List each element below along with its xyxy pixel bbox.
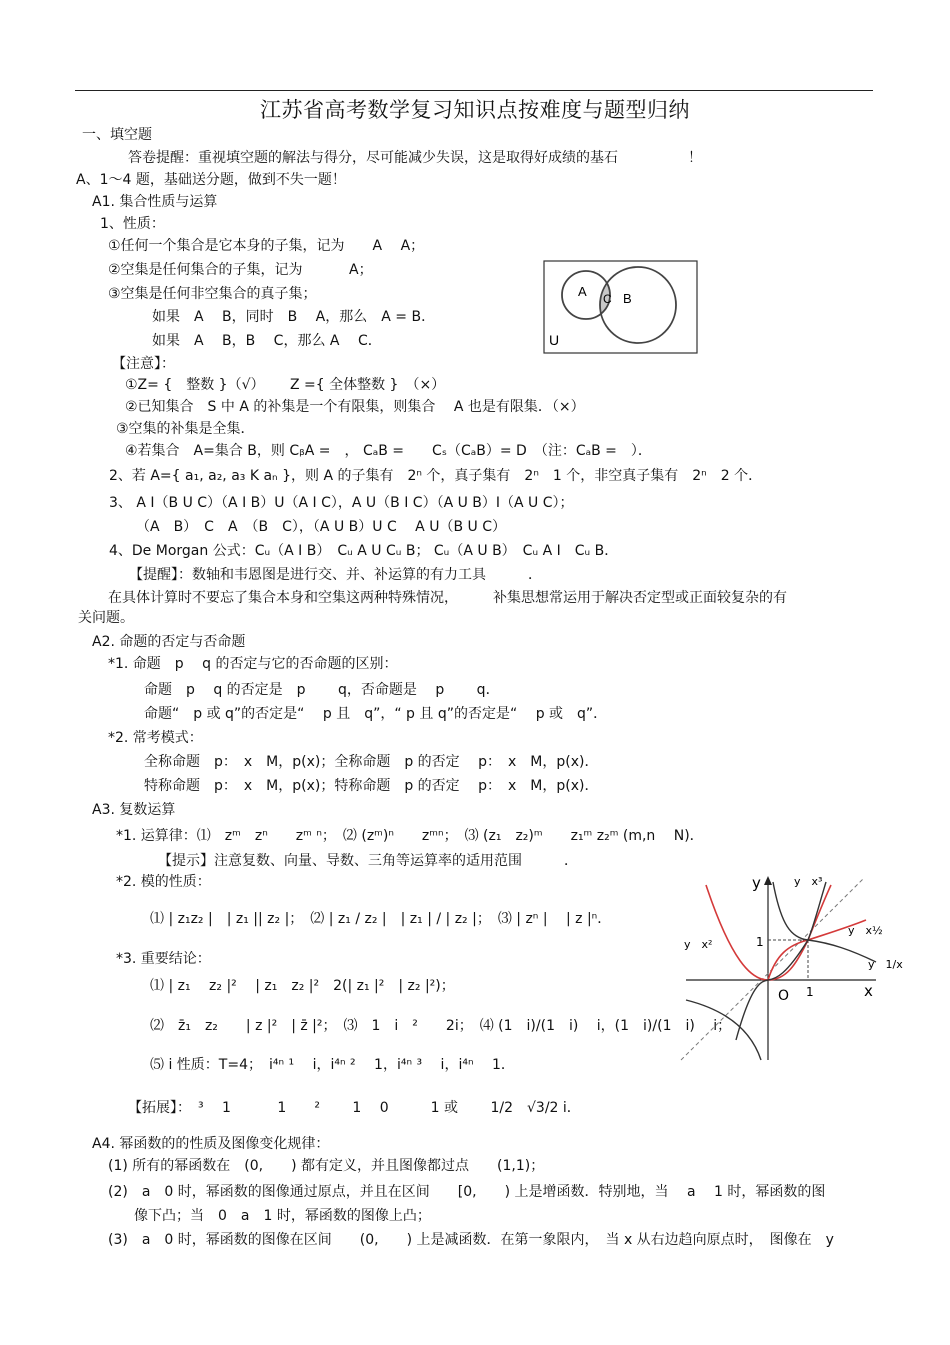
y-arrow-icon: [764, 876, 772, 885]
a1-item-4: 4、De Morgan 公式：Cᵤ（A I B） Cᵤ A U Cᵤ B； Cᵤ（A U B） Cᵤ A I Cᵤ B．: [109, 543, 619, 559]
a1-item-3b: （A B） C A （B C），（A U B）U C A U（B U C）: [136, 519, 506, 535]
power-function-graph: [676, 870, 906, 1065]
section-heading: 一、填空题: [82, 127, 152, 143]
tick-label-y: 1: [756, 935, 764, 949]
a3-extension: 【拓展】： ³ 1 1 ² 1 0 1 或 1/2 √3/2 i．: [128, 1100, 581, 1116]
a2-line: *1. 命题 p q 的否定与它的否命题的区别：: [108, 656, 398, 672]
origin-label: O: [778, 988, 790, 1004]
a3-line: *1. 运算律：⑴ zᵐ zⁿ zᵐ ⁿ； ⑵ (zᵐ)ⁿ zᵐⁿ； ⑶ (z₁ z₂)ᵐ z₁ᵐ z₂ᵐ (m,n N)．: [116, 828, 704, 844]
a3-line: ⑴ | z₁ z₂ |² | z₁ z₂ |² 2(| z₁ |² | z₂ |²)；: [150, 978, 455, 994]
a1-item-2: 2、若 A={ a₁, a₂, a₃ K aₙ }，则 A 的子集有 2ⁿ 个，真子集有 2ⁿ 1 个，非空真子集有 2ⁿ 2 个．: [109, 468, 763, 484]
note-heading: 【注意】：: [112, 356, 175, 372]
page-title: 江苏省高考数学复习知识点按难度与题型归纳: [260, 98, 690, 122]
a1-line: 如果 A B，同时 B A，那么 A = B．: [152, 309, 436, 325]
top-rule: [75, 90, 873, 91]
a4-line: (1) 所有的幂函数在 (0, ) 都有定义，并且图像都过点 (1,1)；: [108, 1158, 545, 1174]
a3-line: 【提示】注意复数、向量、导数、三角等运算率的适用范围 ．: [158, 853, 578, 869]
a3-line: ⑵ z̄₁ z₂ | z |² | z̄ |²； ⑶ 1 i ² 2i； ⑷ (1 i)/(1 i) i，(1 i)/(1 i) i；: [150, 1018, 732, 1034]
a4-line: (2) a 0 时，幂函数的图像通过原点，并且在区间 [0, ) 上是增函数．特别地，当 a 1 时，幂函数的图: [108, 1184, 826, 1200]
a2-line: 特称命题 p： x M，p(x)；特称命题 p 的否定 p： x M，p(x)．: [144, 778, 599, 794]
a2-heading: A2. 命题的否定与否命题: [92, 634, 246, 650]
a1-line: 如果 A B，B C，那么 A C．: [152, 333, 382, 349]
axis-label-x: x: [864, 982, 873, 1000]
a1-heading: A1. 集合性质与运算: [92, 194, 218, 210]
a3-line: *3. 重要结论：: [116, 951, 211, 967]
venn-label-u: U: [549, 332, 560, 348]
a4-heading: A4. 幂函数的的性质及图像变化规律：: [92, 1136, 330, 1152]
hint-line: 【提醒】：数轴和韦恩图是进行交、并、补运算的有力工具 ．: [129, 567, 542, 583]
para-line: 关问题。: [78, 610, 134, 626]
note-line: ④若集合 A=集合 B，则 CᵦA = ， CₐB = Cₛ（CₐB）= D （注：CₐB = ）．: [125, 443, 652, 459]
a1-line: ③空集是任何非空集合的真子集；: [108, 286, 317, 302]
curve-label: y 1/x: [868, 958, 903, 971]
a1-properties: 1、性质：: [100, 216, 165, 232]
note-line: ①Z= { 整数 }（√） Z ={ 全体整数 } （×）: [125, 377, 446, 393]
a2-line: *2. 常考模式：: [108, 730, 203, 746]
curve-label: y x½: [848, 924, 883, 937]
para-line: 在具体计算时不要忘了集合本身和空集这两种特殊情况， 补集思想常运用于解决否定型或正面较复杂的有: [108, 590, 787, 606]
a4-line: (3) a 0 时，幂函数的图像在区间 (0, ) 上是减函数．在第一象限内， 当 x 从右边趋向原点时， 图像在 y: [108, 1232, 834, 1248]
venn-label-b: B: [623, 291, 632, 306]
a2-line: 命题 p q 的否定是 p q，否命题是 p q．: [144, 682, 500, 698]
a3-line: ⑸ i 性质：T=4； i⁴ⁿ ¹ i，i⁴ⁿ ² 1，i⁴ⁿ ³ i，i⁴ⁿ 1．: [150, 1057, 515, 1073]
a4-line: 像下凸；当 0 a 1 时，幂函数的图像上凸；: [134, 1208, 431, 1224]
curve-label: y x³: [794, 875, 823, 888]
curve-inverse-neg: [686, 1000, 761, 1060]
tip-line: 答卷提醒：重视填空题的解法与得分，尽可能减少失误，这是取得好成绩的基石 ！: [128, 150, 702, 166]
note-line: ③空集的补集是全集．: [116, 421, 255, 437]
a3-line: *2. 模的性质：: [116, 874, 211, 890]
tick-label-x: 1: [806, 985, 814, 999]
venn-label-c: C: [603, 292, 612, 306]
a3-heading: A3. 复数运算: [92, 802, 176, 818]
axis-label-y: y: [752, 874, 761, 892]
a1-item-3: 3、 A I（B U C）（A I B）U（A I C），A U（B I C）（A U B）I（A U C）；: [109, 495, 574, 511]
curve-label: y x²: [684, 938, 713, 951]
part-a-heading: A、1～4 题，基础送分题，做到不失一题！: [76, 172, 346, 188]
a2-line: 全称命题 p： x M，p(x)；全称命题 p 的否定 p： x M，p(x)．: [144, 754, 599, 770]
note-line: ②已知集合 S 中 A 的补集是一个有限集，则集合 A 也是有限集．（×）: [125, 399, 585, 415]
a2-line: 命题“ p 或 q”的否定是“ p 且 q”，“ p 且 q”的否定是“ p 或 q”．: [144, 706, 608, 722]
a3-line: ⑴ | z₁z₂ | | z₁ || z₂ |； ⑵ | z₁ / z₂ | | z₁ | / | z₂ |； ⑶ | zⁿ | | z |ⁿ．: [150, 911, 612, 927]
venn-diagram: [543, 260, 698, 355]
a1-line: ②空集是任何集合的子集，记为 A；: [108, 262, 373, 278]
venn-label-a: A: [578, 284, 587, 299]
a1-line: ①任何一个集合是它本身的子集，记为 A A；: [108, 238, 425, 254]
